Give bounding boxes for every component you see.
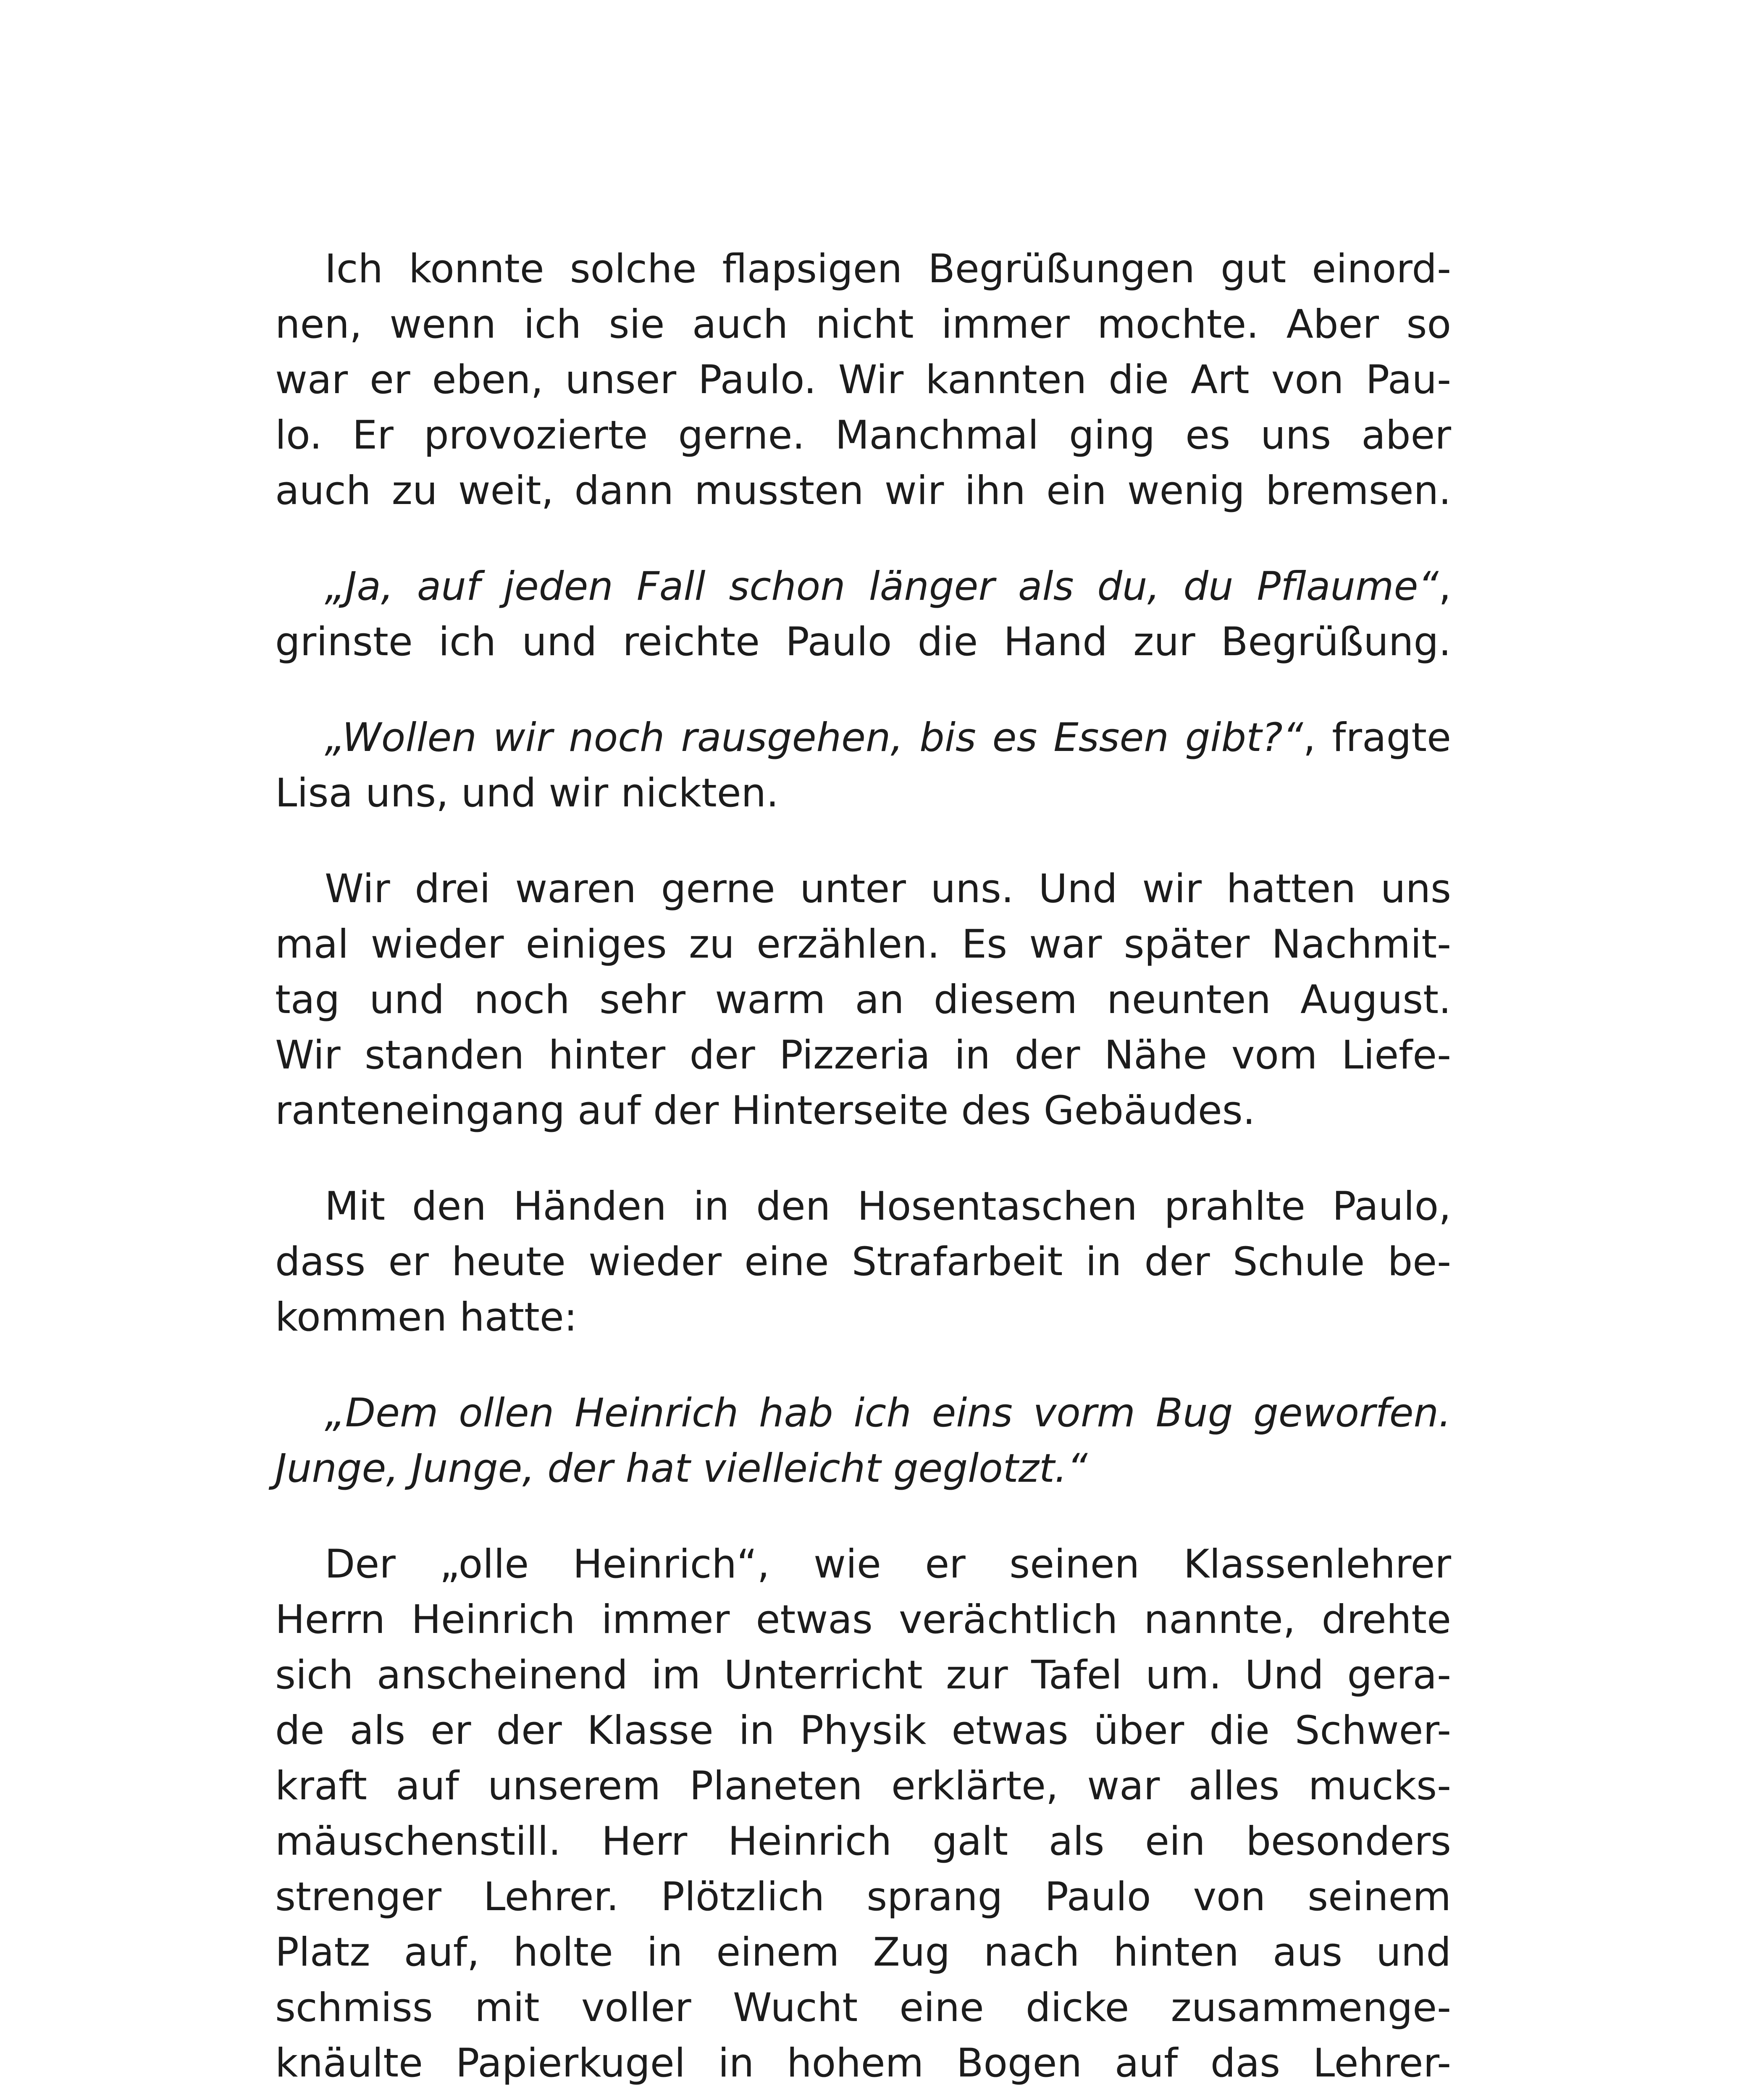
text-line: Mit den Händen in den Hosentaschen prahlte Paulo, [325, 1184, 1451, 1229]
text-fragment: , fragte [1303, 715, 1451, 761]
text-line: tag und noch sehr warm an diesem neunten August. [275, 977, 1451, 1023]
text-line: Platz auf, holte in einem Zug nach hinten aus und [275, 1929, 1451, 1975]
dialogue-quote: „Ja, auf jeden Fall schon länger als du, du Pflaume“ [325, 564, 1439, 609]
text-line: ranteneingang auf der Hinterseite des Gebäudes. [275, 1088, 1255, 1134]
paragraph-7 [275, 1537, 1451, 2091]
text-line: Herrn Heinrich immer etwas verächtlich nannte, drehte [275, 1597, 1451, 1643]
paragraph-4 [275, 861, 1451, 1139]
paragraph-5 [275, 1179, 1451, 1345]
text-line: schmiss mit voller Wucht eine dicke zusammenge- [275, 1985, 1451, 2031]
text-line: sich anscheinend im Unterricht zur Tafel um. Und gera- [275, 1652, 1451, 1698]
text-line [275, 559, 1451, 614]
text-line: knäulte Papierkugel in hohem Bogen auf das Lehrer- [275, 2040, 1451, 2086]
text-line: Wir drei waren gerne unter uns. Und wir hatten uns [325, 866, 1451, 912]
text-line: mal wieder einiges zu erzählen. Es war später Nachmit- [275, 921, 1451, 967]
text-line: kraft auf unserem Planeten erklärte, war alles mucks- [275, 1763, 1451, 1809]
body-text [275, 242, 1451, 2100]
text-line: Wir standen hinter der Pizzeria in der Nähe vom Liefe- [275, 1032, 1451, 1078]
text-line: Lisa uns, und wir nickten. [275, 770, 779, 816]
dialogue-quote: Junge, Junge, der hat vielleicht geglotzt.“ [275, 1446, 1088, 1491]
text-line: de als er der Klasse in Physik etwas über die Schwer- [275, 1708, 1451, 1754]
text-line: kommen hatte: [275, 1294, 578, 1340]
text-fragment: , [1439, 564, 1451, 609]
text-line: auch zu weit, dann mussten wir ihn ein wenig bremsen. [275, 468, 1451, 514]
text-line: war er eben, unser Paulo. Wir kannten die Art von Pau- [275, 357, 1451, 403]
paragraph-3 [275, 710, 1451, 821]
text-line [275, 1441, 1451, 1496]
text-line [275, 710, 1451, 766]
text-line: Ich konnte solche flapsigen Begrüßungen gut einord- [325, 246, 1451, 292]
text-line: Der „olle Heinrich“, wie er seinen Klassenlehrer [325, 1541, 1451, 1587]
paragraph-1 [275, 242, 1451, 519]
text-line: lo. Er provozierte gerne. Manchmal ging es uns aber [275, 412, 1451, 458]
paragraph-6 [275, 1386, 1451, 1496]
text-line: dass er heute wieder eine Strafarbeit in der Schule be- [275, 1239, 1451, 1285]
text-line: grinste ich und reichte Paulo die Hand zur Begrüßung. [275, 619, 1451, 665]
paragraph-2 [275, 559, 1451, 670]
text-line: mäuschenstill. Herr Heinrich galt als ein besonders [275, 1819, 1451, 1864]
text-line: nen, wenn ich sie auch nicht immer mochte. Aber so [275, 302, 1451, 347]
text-line [275, 1386, 1451, 1441]
dialogue-quote: „Dem ollen Heinrich hab ich eins vorm Bug geworfen. [325, 1390, 1451, 1436]
text-line: strenger Lehrer. Plötzlich sprang Paulo von seinem [275, 1874, 1451, 1920]
dialogue-quote: „Wollen wir noch rausgehen, bis es Essen gibt?“ [325, 715, 1303, 761]
